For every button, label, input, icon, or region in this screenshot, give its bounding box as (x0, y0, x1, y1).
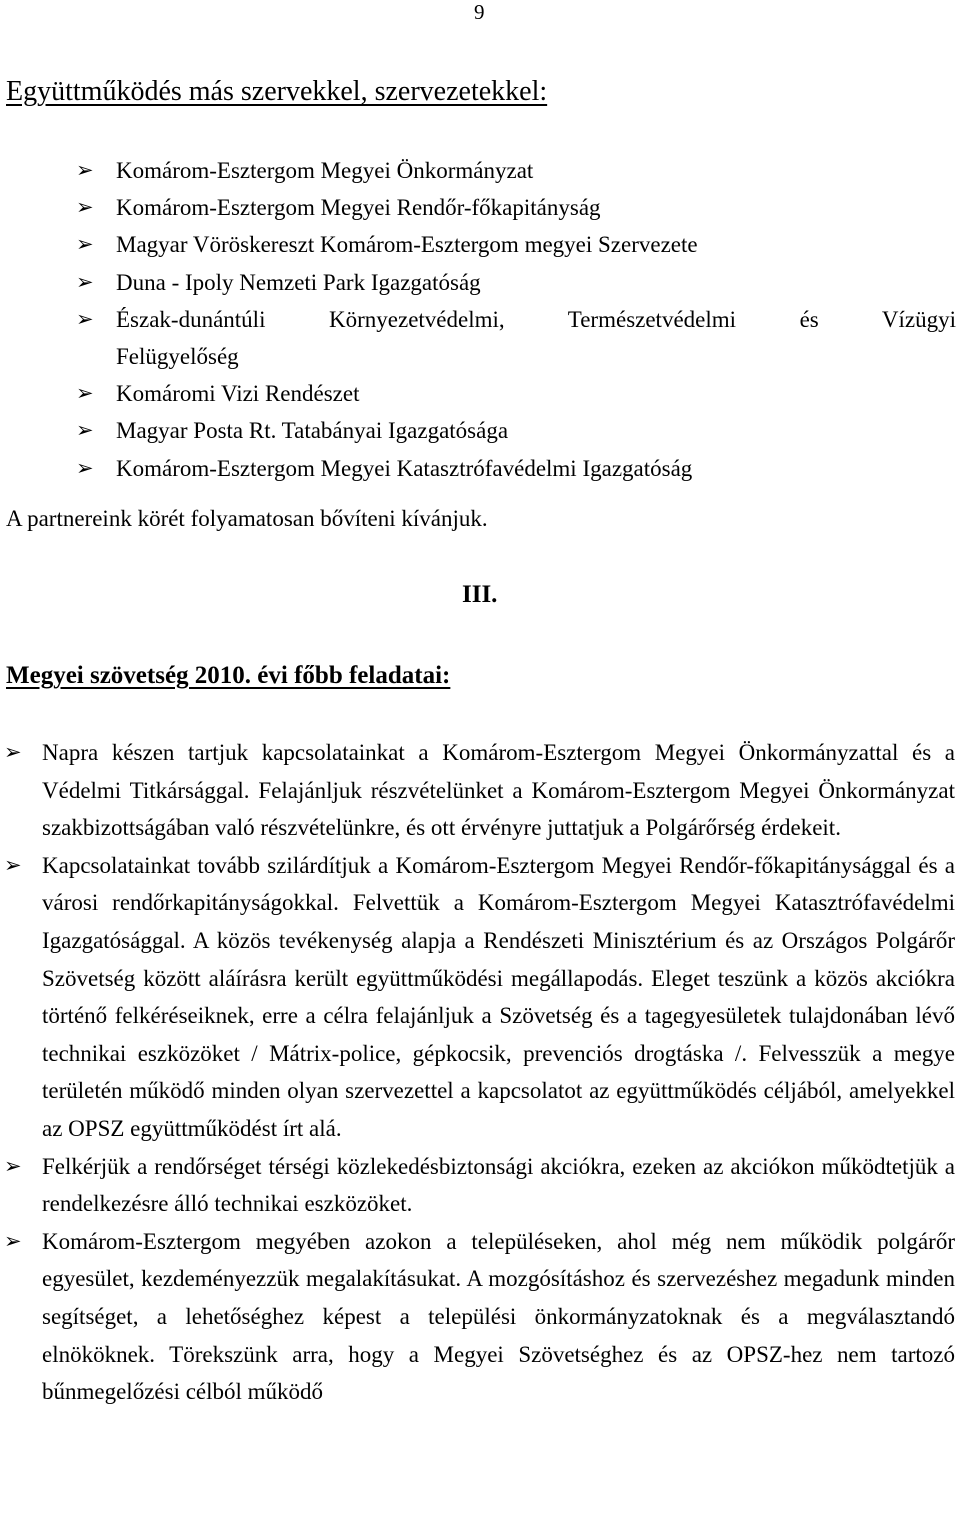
arrow-bullet-icon: ➢ (76, 158, 94, 182)
task-text: Komárom-Esztergom megyében azokon a településeken, ahol még nem működik polgárőr egyesület, kezdeményezzük megalakításukat. A mozgósításhoz és szervezéshez megadunk minden segítséget, a lehetőséghez képest a települési önkormányzatoknak és a megválasztandó elnököknek. Törekszünk arra, hogy a Megyei Szövetséghez és az OPSZ-hez nem tartozó bűnmegelőzési célból működő (42, 1228, 955, 1405)
list-item (76, 152, 956, 189)
list-item-text: Duna - Ipoly Nemzeti Park Igazgatóság (116, 269, 481, 295)
arrow-bullet-icon: ➢ (76, 232, 94, 257)
list-item-text: Komárom-Esztergom Megyei Rendőr-főkapitányság (116, 195, 601, 221)
list-item-text: Magyar Posta Rt. Tatabányai Igazgatósága (116, 418, 509, 444)
page-number: 9 (474, 0, 485, 24)
list-item (4, 1223, 955, 1411)
list-item-text: Komárom-Esztergom Megyei Katasztrófavédelmi Igazgatóság (116, 455, 693, 481)
list-item (76, 264, 956, 301)
arrow-bullet-icon: ➢ (76, 269, 94, 294)
arrow-bullet-icon: ➢ (76, 195, 94, 220)
task-text: Kapcsolatainkat tovább szilárdítjuk a Komárom-Esztergom Megyei Rendőr-főkapitánysággal és a városi rendőrkapitányságokkal. Felvettük a Komárom-Esztergom Megyei Katasztrófavédelmi Igazgatósággal. A közös tevékenység alapja a Rendészeti Minisztérium és az Országos Polgárőr Szövetség között aláírásra került együttműködési megállapodás. Eleget teszünk a közös akciókra történő felkéréseiknek, erre a célra felajánljuk a Szövetség és a tagegyesületek tulajdonában lévő technikai eszközöket / Mátrix-police, gépkocsik, prevenciós drogtáska /. Felvesszük a megye területén működő minden olyan szervezettel a kapcsolatot az együttműködés céljából, amelyekkel az OPSZ együttműködést írt alá. (42, 852, 955, 1141)
list-item-text: Észak-dunántúli Környezetvédelmi, Természetvédelmi és Vízügyi (116, 306, 956, 332)
list-item (4, 1148, 955, 1223)
subsection-heading: Megyei szövetség 2010. évi főbb feladatai: (6, 662, 451, 689)
arrow-bullet-icon: ➢ (4, 740, 22, 764)
arrow-bullet-icon: ➢ (76, 455, 94, 480)
list-item-text-continuation: Felügyelőség (116, 344, 239, 370)
arrow-bullet-icon: ➢ (4, 1153, 22, 1178)
task-text: Felkérjük a rendőrséget térségi közlekedésbiztonsági akciókra, ezeken az akciókon működtetjük a rendelkezésre álló technikai eszközöket. (42, 1153, 955, 1217)
intro-paragraph: A partnereink körét folyamatosan bővíteni kívánjuk. (6, 506, 488, 531)
arrow-bullet-icon: ➢ (76, 418, 94, 443)
arrow-bullet-icon: ➢ (4, 1228, 22, 1253)
list-item-text: Komáromi Vizi Rendészet (116, 381, 360, 407)
arrow-bullet-icon: ➢ (4, 852, 22, 877)
task-list (4, 734, 955, 1411)
list-item (4, 734, 955, 847)
chapter-number: III. (462, 581, 498, 608)
list-item-text: Komárom-Esztergom Megyei Önkormányzat (116, 158, 534, 183)
task-text: Napra készen tartjuk kapcsolatainkat a Komárom-Esztergom Megyei Önkormányzattal és a Védelmi Titkársággal. Felajánljuk részvételünket a Komárom-Esztergom Megyei Önkormányzat szakbizottságában való részvételünkre, és ott érvényre juttatjuk a Polgárőrség érdekeit. (42, 740, 955, 841)
list-item (76, 189, 956, 226)
arrow-bullet-icon: ➢ (76, 306, 94, 331)
list-item (76, 301, 956, 375)
section-heading: Együttműködés más szervekkel, szervezetekkel: (6, 76, 548, 107)
list-item (76, 450, 956, 487)
list-item (76, 226, 956, 263)
list-item (76, 375, 956, 412)
arrow-bullet-icon: ➢ (76, 381, 94, 406)
list-item-text: Magyar Vöröskereszt Komárom-Esztergom megyei Szervezete (116, 232, 698, 258)
list-item (4, 847, 955, 1148)
partner-list (76, 152, 956, 487)
list-item (76, 412, 956, 449)
